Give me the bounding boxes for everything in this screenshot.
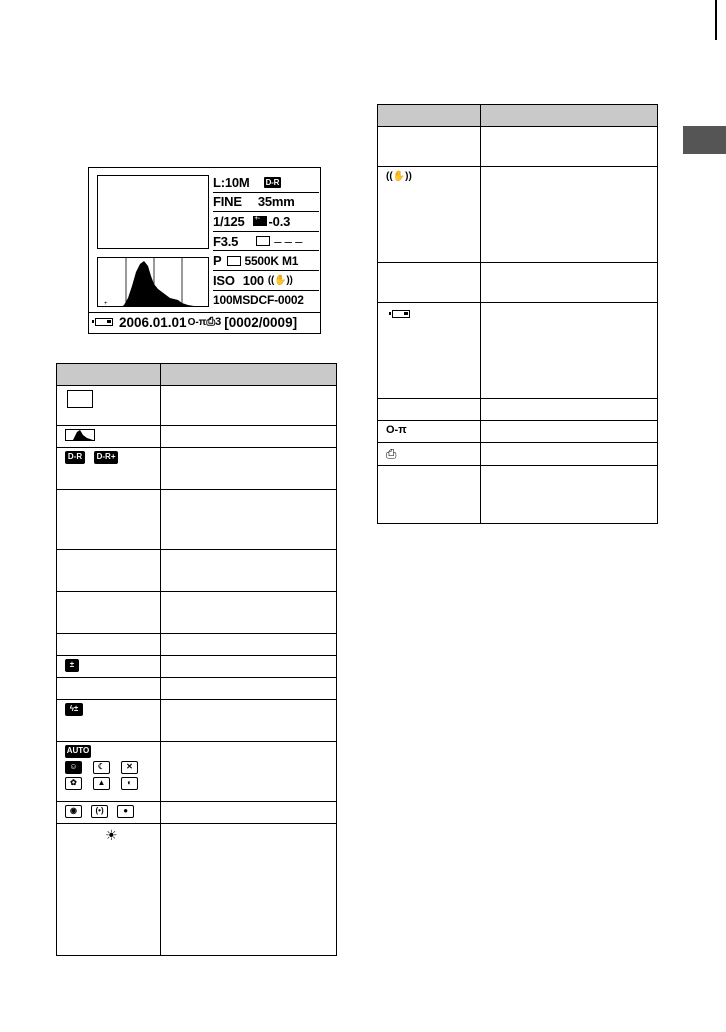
battery-icon	[95, 318, 113, 326]
table-row	[57, 550, 337, 592]
sports-icon: ✕	[121, 761, 138, 774]
table-header	[378, 105, 658, 127]
dro-standard-icon: D-R	[65, 451, 85, 464]
protect-icon: O-π	[187, 316, 207, 328]
table-header	[57, 364, 337, 386]
twilight-portrait-icon: ☾	[93, 761, 110, 774]
lcd-display-illustration	[88, 167, 321, 334]
auto-mode-icon: AUTO	[65, 745, 91, 758]
table-row	[57, 634, 337, 656]
table-row	[378, 263, 658, 303]
multi-segment-metering-icon: ◉	[65, 805, 82, 818]
macro-icon: ✿	[65, 777, 82, 790]
table-row	[57, 592, 337, 634]
table-row	[57, 802, 337, 824]
table-row	[378, 421, 658, 443]
white-balance-icon: ☀	[105, 827, 118, 843]
sunset-icon: ◐	[121, 777, 138, 790]
table-row	[57, 678, 337, 700]
table-row	[57, 824, 337, 956]
table-row	[378, 303, 658, 399]
lcd-row-mode: P 5500K M1	[213, 251, 319, 271]
landscape-icon: ▲	[93, 777, 110, 790]
table-row	[378, 127, 658, 167]
flash-comp-icon	[256, 236, 270, 246]
table-row	[57, 386, 337, 426]
center-weighted-metering-icon: (•)	[91, 805, 108, 818]
table-row	[57, 700, 337, 742]
table-row	[57, 742, 337, 802]
table-row	[378, 399, 658, 421]
spot-metering-icon: ●	[117, 805, 134, 818]
metering-icon	[227, 256, 241, 266]
table-row	[57, 490, 337, 550]
dro-advanced-icon: D-R+	[94, 451, 118, 464]
print-icon: ⎙3	[206, 315, 222, 328]
table-row	[57, 448, 337, 490]
table-row	[378, 443, 658, 466]
lcd-row-folder: 100MSDCF-0002	[213, 293, 304, 308]
dro-icon: D-R	[265, 177, 280, 187]
section-tab	[683, 126, 726, 154]
exposure-comp-icon	[253, 216, 267, 226]
lcd-row-image-size: L:10M D-R	[213, 173, 319, 193]
flash-comp-icon: ϟ±	[65, 703, 83, 716]
indicator-table-left	[56, 363, 337, 956]
print-icon: ⎙	[386, 446, 397, 461]
svg-text:+: +	[104, 301, 108, 307]
preview-box-icon	[67, 390, 93, 408]
shake-warning-icon: ((✋))	[386, 171, 412, 182]
histogram-icon	[65, 429, 95, 441]
protect-icon: O-π	[386, 424, 407, 436]
lcd-row-quality: FINE 35mm	[213, 193, 319, 213]
table-row	[57, 656, 337, 678]
indicator-table-right	[377, 104, 658, 524]
lcd-row-aperture: F3.5 – – –	[213, 232, 319, 252]
histogram	[97, 257, 209, 307]
table-row	[57, 426, 337, 448]
portrait-icon: ☺	[65, 761, 82, 774]
battery-icon	[392, 310, 410, 318]
table-row	[378, 466, 658, 524]
image-preview-area	[97, 175, 209, 249]
lcd-info-column	[213, 173, 319, 310]
shake-warning-icon: ((✋))	[267, 274, 293, 286]
lcd-row-shutter: 1/125 +- -0.3	[213, 212, 319, 232]
lcd-row-iso: ISO 100 ((✋))	[213, 271, 319, 291]
exposure-comp-icon: ±	[65, 659, 79, 672]
top-rule	[715, 0, 717, 40]
table-row	[378, 167, 658, 263]
lcd-bottom-row: 2006.01.01 O-π ⎙3 [0002/0009]	[89, 312, 320, 331]
